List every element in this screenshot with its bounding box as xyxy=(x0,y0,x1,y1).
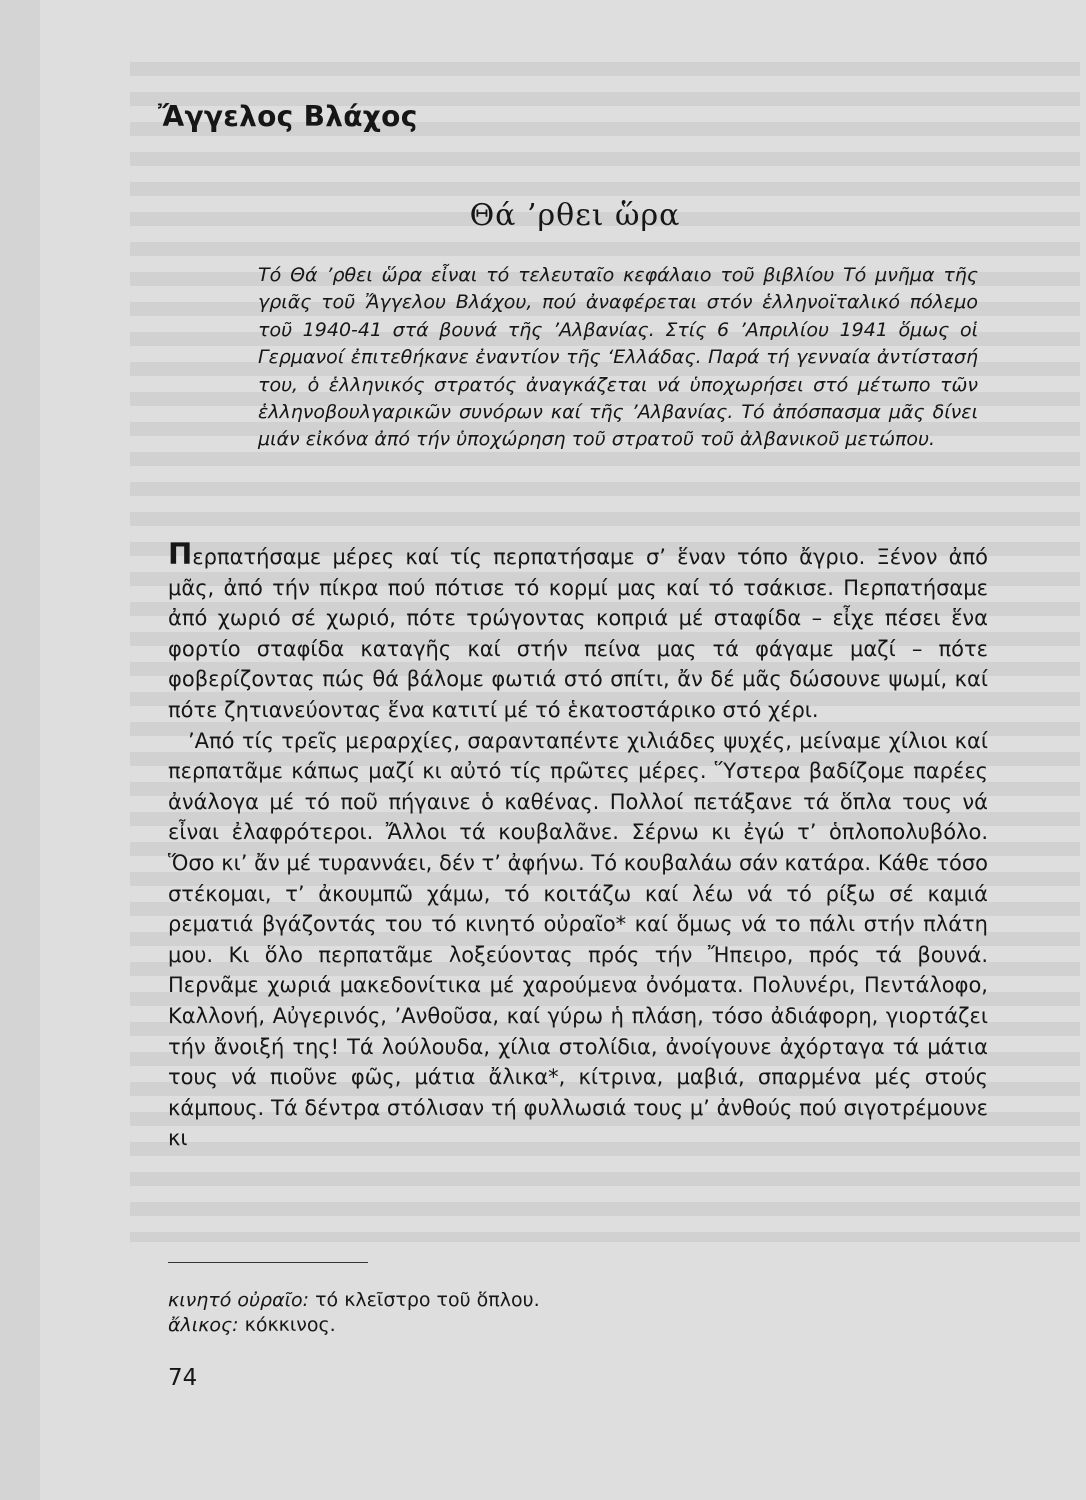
paragraph-2: ’Από τίς τρεῖς μεραρχίες, σαρανταπέντε χιλιάδες ψυχές, μείναμε χίλιοι καί περπατᾶμε κάπως μαζί κι αὐτό τίς πρῶτες μέρες. Ὕστερα βαδίζομε παρέες ἀνάλογα μέ τό ποῦ πήγαινε ὁ καθένας. Πολλοί πετάξανε τά ὅπλα τους νά εἶναι ἐλαφρότεροι. Ἄλλοι τά κουβαλᾶνε. Σέρνω κι ἐγώ τ’ ὁπλοπολυβόλο. Ὅσο κι’ ἄν μέ τυραννάει, δέν τ’ ἀφήνω. Τό κουβαλάω σάν κατάρα. Κάθε τόσο στέκομαι, τ’ ἀκουμπῶ χάμω, τό κοιτάζω καί λέω νά τό ρίξω σέ καμιά ρεματιά βγάζοντάς του τό κινητό οὐραῖο* καί ὅμως νά το πάλι στήν πλάτη μου. Κι ὅλο περπατᾶμε λοξεύοντας πρός τήν Ἤπειρο, πρός τά βουνά. Περνᾶμε χωριά μακεδονίτικα μέ χαρούμενα ὀνόματα. Πολυνέρι, Πεντάλοφο, Καλλονή, Αὐγερινός, ’Ανθοῦσα, καί γύρω ἡ πλάση, τόσο ἀδιάφορη, γιορτάζει τήν ἄνοιξή της! Τά λούλουδα, χίλια στολίδια, ἀνοίγουνε ἀχόρταγα τά μάτια τους νά πιοῦνε φῶς, μάτια ἄλικα*, κίτρινα, μαβιά, σπαρμένα μές στούς κάμπους. Τά δέντρα στόλισαν τή φυλλωσιά τους μ’ ἀνθούς πού σιγοτρέμουνε κι xyxy=(168,728,988,1151)
intro-paragraph: Τό Θά ’ρθει ὥρα εἶναι τό τελευταῖο κεφάλαιο τοῦ βιβλίου Τό μνῆμα τῆς γριᾶς τοῦ Ἄγγελου Βλάχου, πού ἀναφέρεται στόν ἑλληνοϊταλικό πόλεμο τοῦ 1940-41 στά βουνά τῆς ’Αλβανίας. Στίς 6 ’Απριλίου 1941 ὅμως οἱ Γερμανοί ἐπιτεθήκανε ἐναντίον τῆς ‘Ελλάδας. Παρά τή γενναία ἀντίστασή του, ὁ ἑλληνικός στρατός ἀναγκάζεται νά ὑποχωρήσει στό μέτωπο τῶν ἑλληνοβουλγαρικῶν συνόρων καί τῆς ’Αλβανίας. Τό ἀπόσπασμα μᾶς δίνει μιάν εἰκόνα ἀπό τήν ὑποχώρηση τοῦ στρατοῦ τοῦ ἀλβανικοῦ μετώπου. xyxy=(258,264,978,451)
main-text xyxy=(168,537,988,1154)
footnotes xyxy=(168,1288,540,1338)
footnote-term: ἄλικος: xyxy=(168,1314,239,1336)
author-name: Ἄγγελος Βλάχος xyxy=(158,100,418,133)
chapter-title: Θά ’ρθει ὥρα xyxy=(469,198,681,233)
footnote-item xyxy=(168,1313,540,1338)
footnote-definition: τό κλεῖστρο τοῦ ὅπλου. xyxy=(315,1289,540,1311)
footnote-divider xyxy=(168,1262,368,1263)
book-page xyxy=(40,0,1086,1500)
paragraph-1 xyxy=(168,537,988,726)
paragraph-1-text: ερπατήσαμε μέρες καί τίς περπατήσαμε σ’ ἕναν τόπο ἄγριο. Ξένον ἀπό μᾶς, ἀπό τήν πίκρα πού πότισε τό κορμί μας καί τό τσάκισε. Περπατήσαμε ἀπό χωριό σέ χωριό, πότε τρώγοντας κοπριά μέ σταφίδα – εἶχε πέσει ἕνα φορτίο σταφίδα καταγῆς καί στήν πείνα μας τά φάγαμε μαζί – πότε φοβερίζοντας πώς θά βάλομε φωτιά στό σπίτι, ἄν δέ μᾶς δώσουνε ψωμί, καί πότε ζητιανεύοντας ἕνα κατιτί μέ τό ἑκατοστάρικο στό χέρι. xyxy=(168,545,988,722)
page-number: 74 xyxy=(168,1365,198,1391)
drop-cap: Π xyxy=(168,537,193,571)
footnote-item xyxy=(168,1288,540,1313)
footnote-definition: κόκκινος. xyxy=(244,1314,336,1336)
footnote-term: κινητό οὐραῖο: xyxy=(168,1289,310,1311)
